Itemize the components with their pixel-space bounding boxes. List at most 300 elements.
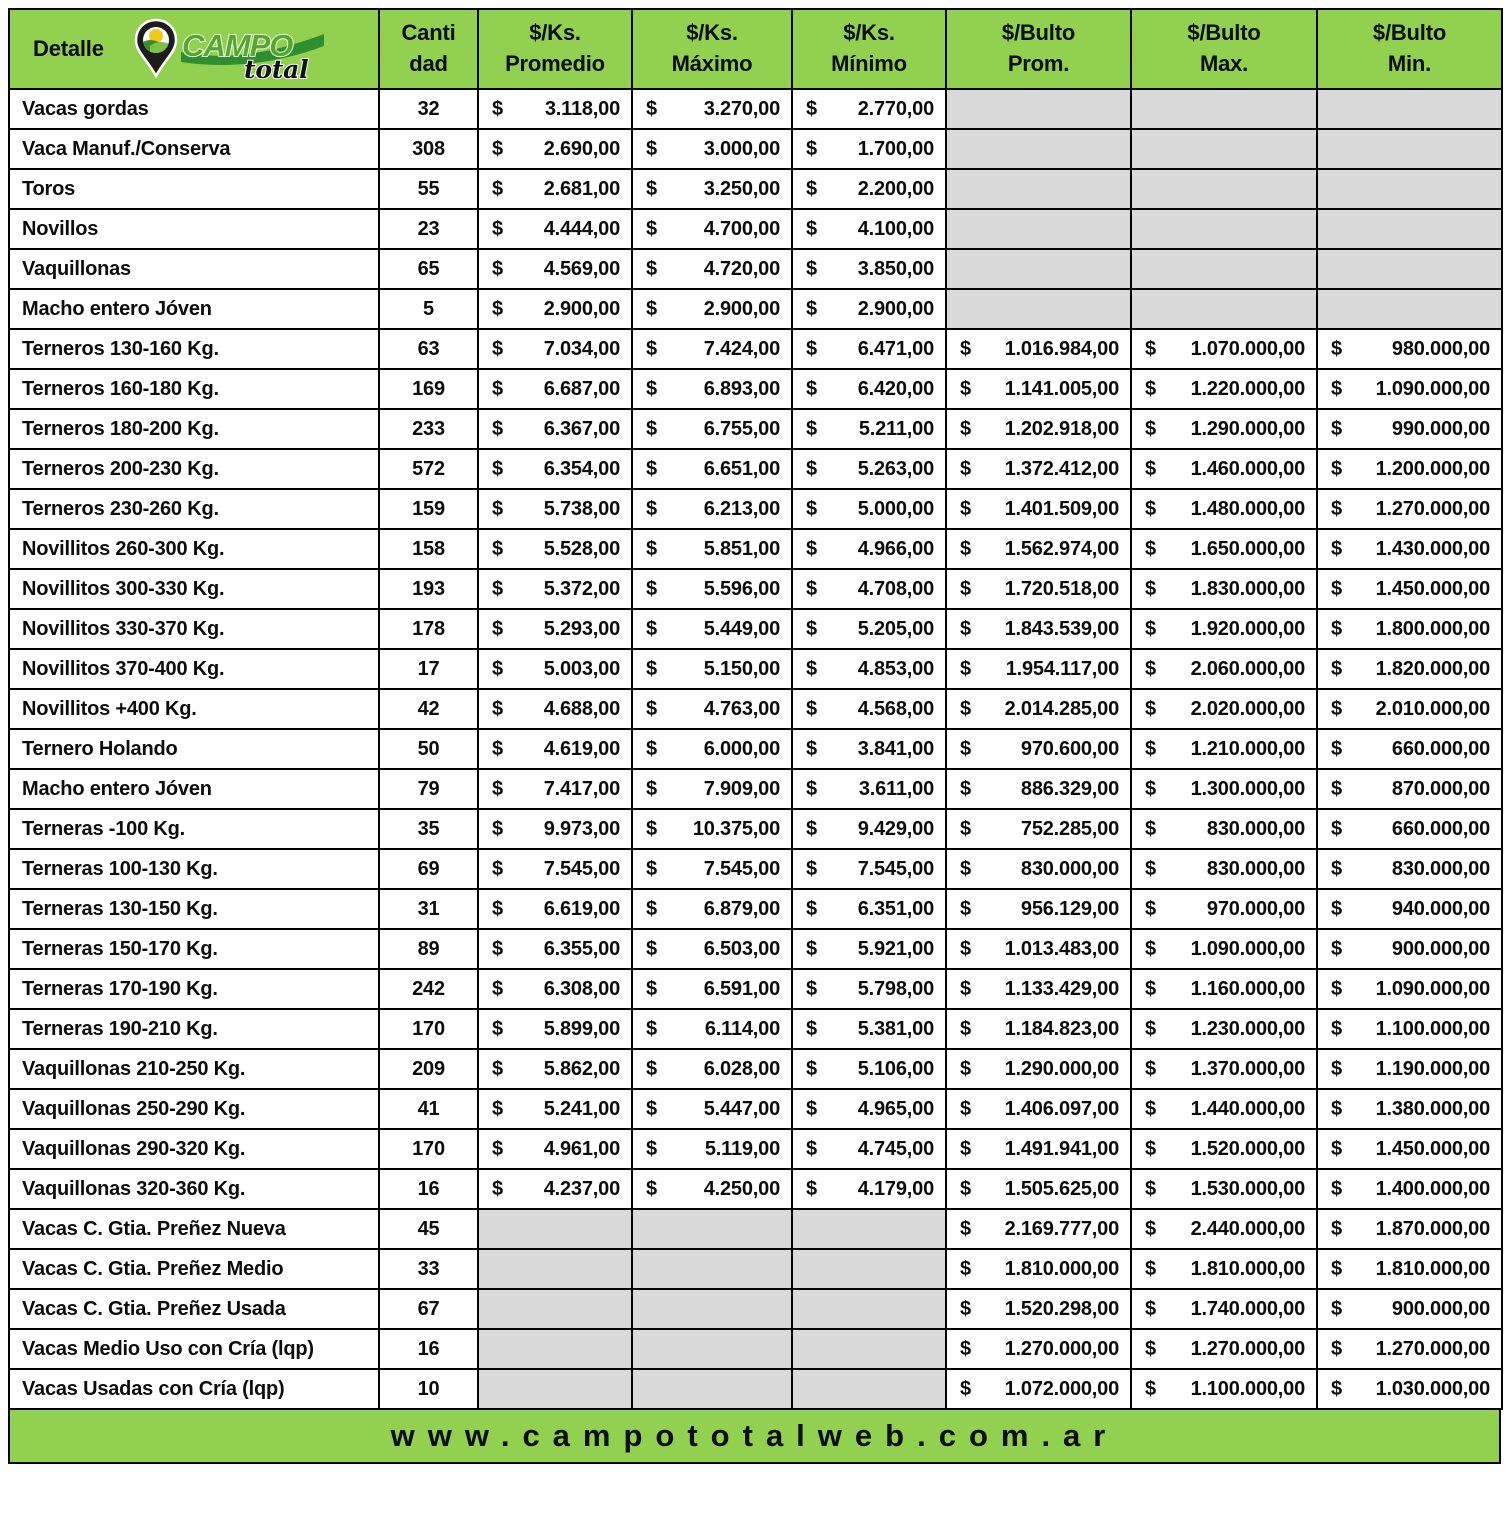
price-value: 1.380.000,00 [1375, 1097, 1490, 1120]
price-value: 1.072.000,00 [1004, 1377, 1119, 1400]
bulto-min-cell [1317, 1169, 1502, 1209]
price-value: 1.090.000,00 [1375, 977, 1490, 1000]
currency-symbol: $ [646, 137, 657, 160]
row-quantity: 55 [379, 169, 478, 209]
ks-max-cell [632, 169, 792, 209]
table-row [9, 89, 1502, 129]
row-quantity: 193 [379, 569, 478, 609]
ks-min-cell [792, 929, 946, 969]
price-value: 7.545,00 [857, 857, 934, 880]
row-label: Vaquillonas 250-290 Kg. [9, 1089, 379, 1129]
price-value: 4.853,00 [857, 657, 934, 680]
row-label: Vaquillonas 320-360 Kg. [9, 1169, 379, 1209]
bulto-prom-cell [946, 1289, 1131, 1329]
table-row [9, 1289, 1502, 1329]
currency-symbol: $ [1145, 897, 1156, 920]
ks-prom-cell [478, 889, 632, 929]
logo-word-total: total [243, 55, 309, 82]
bulto-min-cell [1317, 929, 1502, 969]
row-quantity: 159 [379, 489, 478, 529]
price-value: 5.293,00 [543, 617, 620, 640]
price-value: 3.270,00 [703, 97, 780, 120]
empty-cell [478, 1329, 632, 1369]
empty-cell [1317, 249, 1502, 289]
currency-symbol: $ [1145, 1177, 1156, 1200]
price-value: 2.200,00 [857, 177, 934, 200]
table-row [9, 769, 1502, 809]
price-value: 2.900,00 [857, 297, 934, 320]
price-value: 5.447,00 [703, 1097, 780, 1120]
price-value: 6.503,00 [703, 937, 780, 960]
row-label: Macho entero Jóven [9, 289, 379, 329]
currency-symbol: $ [1145, 697, 1156, 720]
bulto-min-cell [1317, 1369, 1502, 1409]
price-value: 2.770,00 [857, 97, 934, 120]
website-banner [8, 1408, 1501, 1464]
currency-symbol: $ [1331, 1257, 1342, 1280]
price-value: 6.619,00 [543, 897, 620, 920]
ks-prom-cell [478, 929, 632, 969]
row-label: Macho entero Jóven [9, 769, 379, 809]
empty-cell [1317, 129, 1502, 169]
currency-symbol: $ [806, 177, 817, 200]
bulto-min-cell [1317, 689, 1502, 729]
price-value: 1.300.000,00 [1190, 777, 1305, 800]
price-value: 1.440.000,00 [1190, 1097, 1305, 1120]
ks-min-cell [792, 89, 946, 129]
currency-symbol: $ [1331, 737, 1342, 760]
empty-cell [792, 1329, 946, 1369]
currency-symbol: $ [1331, 897, 1342, 920]
empty-cell [1317, 289, 1502, 329]
row-quantity: 242 [379, 969, 478, 1009]
price-value: 1.270.000,00 [1190, 1337, 1305, 1360]
bulto-max-cell [1131, 609, 1317, 649]
column-header-bulto-max: $/Bulto Max. [1131, 9, 1317, 89]
price-value: 1.100.000,00 [1190, 1377, 1305, 1400]
price-value: 9.429,00 [857, 817, 934, 840]
price-value: 5.899,00 [543, 1017, 620, 1040]
price-value: 990.000,00 [1391, 417, 1490, 440]
ks-min-cell [792, 609, 946, 649]
currency-symbol: $ [960, 497, 971, 520]
row-quantity: 158 [379, 529, 478, 569]
currency-symbol: $ [1145, 1217, 1156, 1240]
ks-max-cell [632, 889, 792, 929]
currency-symbol: $ [1145, 777, 1156, 800]
row-label: Vacas C. Gtia. Preñez Medio [9, 1249, 379, 1289]
currency-symbol: $ [806, 457, 817, 480]
row-label: Vacas C. Gtia. Preñez Usada [9, 1289, 379, 1329]
price-value: 1.520.000,00 [1190, 1137, 1305, 1160]
currency-symbol: $ [960, 377, 971, 400]
currency-symbol: $ [1331, 377, 1342, 400]
currency-symbol: $ [492, 1057, 503, 1080]
price-value: 3.850,00 [857, 257, 934, 280]
currency-symbol: $ [1331, 777, 1342, 800]
currency-symbol: $ [646, 617, 657, 640]
price-value: 752.285,00 [1020, 817, 1119, 840]
table-header [9, 9, 1502, 89]
price-value: 4.961,00 [543, 1137, 620, 1160]
price-value: 4.179,00 [857, 1177, 934, 1200]
row-label: Vaquillonas 210-250 Kg. [9, 1049, 379, 1089]
row-label: Novillitos 370-400 Kg. [9, 649, 379, 689]
bulto-prom-cell [946, 689, 1131, 729]
ks-prom-cell [478, 849, 632, 889]
table-row [9, 209, 1502, 249]
ks-min-cell [792, 1049, 946, 1089]
currency-symbol: $ [960, 617, 971, 640]
bulto-min-cell [1317, 1289, 1502, 1329]
currency-symbol: $ [806, 1137, 817, 1160]
currency-symbol: $ [806, 817, 817, 840]
currency-symbol: $ [806, 777, 817, 800]
price-value: 5.921,00 [857, 937, 934, 960]
price-value: 5.119,00 [704, 1137, 780, 1160]
price-value: 4.966,00 [857, 537, 934, 560]
ks-min-cell [792, 569, 946, 609]
bulto-prom-cell [946, 1169, 1131, 1209]
ks-prom-cell [478, 409, 632, 449]
currency-symbol: $ [492, 617, 503, 640]
currency-symbol: $ [1331, 1177, 1342, 1200]
bulto-prom-cell [946, 1089, 1131, 1129]
table-row [9, 1329, 1502, 1369]
row-quantity: 170 [379, 1129, 478, 1169]
row-label: Novillos [9, 209, 379, 249]
row-quantity: 50 [379, 729, 478, 769]
column-header-ks-minimo: $/Ks. Mínimo [792, 9, 946, 89]
currency-symbol: $ [960, 1017, 971, 1040]
empty-cell [946, 129, 1131, 169]
table-row [9, 889, 1502, 929]
price-value: 5.596,00 [703, 577, 780, 600]
currency-symbol: $ [492, 657, 503, 680]
bulto-max-cell [1131, 1129, 1317, 1169]
currency-symbol: $ [960, 937, 971, 960]
ks-min-cell [792, 409, 946, 449]
table-row [9, 1089, 1502, 1129]
price-value: 1.406.097,00 [1004, 1097, 1119, 1120]
currency-symbol: $ [1331, 457, 1342, 480]
price-value: 7.417,00 [543, 777, 620, 800]
price-value: 6.879,00 [703, 897, 780, 920]
ks-prom-cell [478, 289, 632, 329]
currency-symbol: $ [1145, 537, 1156, 560]
row-quantity: 169 [379, 369, 478, 409]
price-value: 1.480.000,00 [1190, 497, 1305, 520]
ks-max-cell [632, 89, 792, 129]
bulto-min-cell [1317, 1329, 1502, 1369]
price-value: 1.090.000,00 [1190, 937, 1305, 960]
currency-symbol: $ [806, 937, 817, 960]
table-row [9, 849, 1502, 889]
price-value: 2.020.000,00 [1190, 697, 1305, 720]
empty-cell [1317, 89, 1502, 129]
table-row [9, 649, 1502, 689]
currency-symbol: $ [492, 817, 503, 840]
price-value: 1.141.005,00 [1004, 377, 1119, 400]
price-value: 5.381,00 [857, 1017, 934, 1040]
price-value: 1.650.000,00 [1190, 537, 1305, 560]
currency-symbol: $ [492, 577, 503, 600]
currency-symbol: $ [806, 297, 817, 320]
price-value: 5.205,00 [857, 617, 934, 640]
row-label: Novillitos 260-300 Kg. [9, 529, 379, 569]
ks-max-cell [632, 729, 792, 769]
price-value: 1.450.000,00 [1375, 577, 1490, 600]
price-value: 1.505.625,00 [1004, 1177, 1119, 1200]
currency-symbol: $ [960, 817, 971, 840]
price-value: 1.133.429,00 [1004, 977, 1119, 1000]
bulto-prom-cell [946, 1329, 1131, 1369]
column-header-bulto-min: $/Bulto Min. [1317, 9, 1502, 89]
price-value: 1.290.000,00 [1190, 417, 1305, 440]
price-value: 940.000,00 [1391, 897, 1490, 920]
price-value: 5.449,00 [703, 617, 780, 640]
bulto-max-cell [1131, 929, 1317, 969]
table-row [9, 969, 1502, 1009]
currency-symbol: $ [806, 897, 817, 920]
row-label: Terneras 100-130 Kg. [9, 849, 379, 889]
price-value: 1.830.000,00 [1190, 577, 1305, 600]
currency-symbol: $ [1331, 337, 1342, 360]
currency-symbol: $ [492, 897, 503, 920]
bulto-min-cell [1317, 889, 1502, 929]
price-value: 1.810.000,00 [1004, 1257, 1119, 1280]
empty-cell [792, 1209, 946, 1249]
row-quantity: 69 [379, 849, 478, 889]
ks-min-cell [792, 529, 946, 569]
currency-symbol: $ [646, 1057, 657, 1080]
bulto-min-cell [1317, 449, 1502, 489]
price-value: 5.106,00 [857, 1057, 934, 1080]
table-row [9, 369, 1502, 409]
currency-symbol: $ [1145, 457, 1156, 480]
currency-symbol: $ [806, 657, 817, 680]
price-value: 6.471,00 [857, 337, 934, 360]
currency-symbol: $ [1145, 417, 1156, 440]
bulto-max-cell [1131, 1249, 1317, 1289]
bulto-prom-cell [946, 609, 1131, 649]
currency-symbol: $ [492, 1017, 503, 1040]
ks-max-cell [632, 129, 792, 169]
bulto-max-cell [1131, 1089, 1317, 1129]
row-label: Terneras 190-210 Kg. [9, 1009, 379, 1049]
price-value: 1.270.000,00 [1375, 497, 1490, 520]
price-value: 7.545,00 [543, 857, 620, 880]
price-value: 6.354,00 [543, 457, 620, 480]
price-value: 4.568,00 [857, 697, 934, 720]
currency-symbol: $ [1145, 617, 1156, 640]
row-quantity: 65 [379, 249, 478, 289]
bulto-min-cell [1317, 529, 1502, 569]
price-value: 6.213,00 [703, 497, 780, 520]
price-value: 4.708,00 [857, 577, 934, 600]
empty-cell [946, 289, 1131, 329]
table-row [9, 569, 1502, 609]
ks-prom-cell [478, 1049, 632, 1089]
row-label: Terneros 130-160 Kg. [9, 329, 379, 369]
price-value: 6.651,00 [703, 457, 780, 480]
price-value: 4.444,00 [543, 217, 620, 240]
table-row [9, 1209, 1502, 1249]
price-value: 4.745,00 [857, 1137, 934, 1160]
currency-symbol: $ [960, 1137, 971, 1160]
currency-symbol: $ [1331, 1377, 1342, 1400]
ks-prom-cell [478, 769, 632, 809]
price-value: 7.034,00 [543, 337, 620, 360]
ks-max-cell [632, 1089, 792, 1129]
currency-symbol: $ [960, 337, 971, 360]
bulto-max-cell [1131, 1049, 1317, 1089]
price-value: 1.070.000,00 [1190, 337, 1305, 360]
price-value: 4.237,00 [543, 1177, 620, 1200]
price-value: 1.810.000,00 [1190, 1257, 1305, 1280]
currency-symbol: $ [646, 737, 657, 760]
currency-symbol: $ [492, 457, 503, 480]
price-value: 970.000,00 [1206, 897, 1305, 920]
currency-symbol: $ [806, 737, 817, 760]
currency-symbol: $ [646, 657, 657, 680]
row-quantity: 67 [379, 1289, 478, 1329]
price-value: 6.000,00 [703, 737, 780, 760]
currency-symbol: $ [492, 1097, 503, 1120]
currency-symbol: $ [646, 577, 657, 600]
currency-symbol: $ [646, 177, 657, 200]
currency-symbol: $ [492, 937, 503, 960]
ks-prom-cell [478, 969, 632, 1009]
ks-prom-cell [478, 569, 632, 609]
table-row [9, 1009, 1502, 1049]
row-quantity: 32 [379, 89, 478, 129]
row-label: Terneras -100 Kg. [9, 809, 379, 849]
currency-symbol: $ [646, 297, 657, 320]
currency-symbol: $ [646, 897, 657, 920]
ks-prom-cell [478, 1089, 632, 1129]
row-quantity: 42 [379, 689, 478, 729]
ks-min-cell [792, 289, 946, 329]
table-row [9, 929, 1502, 969]
price-value: 5.798,00 [857, 977, 934, 1000]
table-row [9, 729, 1502, 769]
price-value: 1.400.000,00 [1375, 1177, 1490, 1200]
currency-symbol: $ [1145, 817, 1156, 840]
currency-symbol: $ [1145, 577, 1156, 600]
price-value: 1.820.000,00 [1375, 657, 1490, 680]
price-value: 2.010.000,00 [1375, 697, 1490, 720]
column-header-bulto-prom: $/Bulto Prom. [946, 9, 1131, 89]
empty-cell [946, 209, 1131, 249]
currency-symbol: $ [1331, 417, 1342, 440]
currency-symbol: $ [1145, 377, 1156, 400]
price-value: 2.169.777,00 [1004, 1217, 1119, 1240]
currency-symbol: $ [492, 697, 503, 720]
currency-symbol: $ [806, 257, 817, 280]
ks-prom-cell [478, 329, 632, 369]
currency-symbol: $ [960, 1177, 971, 1200]
currency-symbol: $ [1145, 1097, 1156, 1120]
price-value: 6.308,00 [543, 977, 620, 1000]
currency-symbol: $ [646, 1097, 657, 1120]
ks-prom-cell [478, 489, 632, 529]
ks-prom-cell [478, 89, 632, 129]
price-value: 6.420,00 [857, 377, 934, 400]
ks-max-cell [632, 289, 792, 329]
currency-symbol: $ [1331, 1217, 1342, 1240]
empty-cell [632, 1289, 792, 1329]
ks-min-cell [792, 1129, 946, 1169]
table-row [9, 689, 1502, 729]
currency-symbol: $ [1145, 1137, 1156, 1160]
price-value: 1.030.000,00 [1375, 1377, 1490, 1400]
table-row [9, 1369, 1502, 1409]
bulto-max-cell [1131, 489, 1317, 529]
currency-symbol: $ [806, 97, 817, 120]
empty-cell [478, 1209, 632, 1249]
row-quantity: 45 [379, 1209, 478, 1249]
currency-symbol: $ [492, 377, 503, 400]
bulto-max-cell [1131, 449, 1317, 489]
currency-symbol: $ [806, 377, 817, 400]
website-url[interactable]: www.campototalweb.com.ar [390, 1418, 1119, 1453]
row-label: Terneros 230-260 Kg. [9, 489, 379, 529]
ks-min-cell [792, 209, 946, 249]
currency-symbol: $ [1331, 857, 1342, 880]
price-value: 3.841,00 [857, 737, 934, 760]
column-header-detalle [9, 9, 379, 89]
ks-prom-cell [478, 169, 632, 209]
price-value: 6.114,00 [704, 1017, 780, 1040]
price-value: 1.372.412,00 [1004, 457, 1119, 480]
currency-symbol: $ [1145, 977, 1156, 1000]
table-row [9, 1169, 1502, 1209]
price-value: 1.700,00 [857, 137, 934, 160]
empty-cell [946, 249, 1131, 289]
currency-symbol: $ [646, 777, 657, 800]
currency-symbol: $ [492, 1177, 503, 1200]
price-value: 956.129,00 [1020, 897, 1119, 920]
ks-min-cell [792, 1089, 946, 1129]
row-label: Toros [9, 169, 379, 209]
bulto-max-cell [1131, 329, 1317, 369]
currency-symbol: $ [492, 537, 503, 560]
currency-symbol: $ [492, 257, 503, 280]
currency-symbol: $ [806, 337, 817, 360]
empty-cell [792, 1369, 946, 1409]
currency-symbol: $ [492, 337, 503, 360]
price-value: 5.000,00 [857, 497, 934, 520]
price-value: 4.720,00 [703, 257, 780, 280]
price-value: 1.562.974,00 [1004, 537, 1119, 560]
row-quantity: 33 [379, 1249, 478, 1289]
ks-max-cell [632, 329, 792, 369]
price-value: 3.250,00 [703, 177, 780, 200]
bulto-max-cell [1131, 569, 1317, 609]
price-value: 1.210.000,00 [1190, 737, 1305, 760]
price-value: 1.740.000,00 [1190, 1297, 1305, 1320]
table-row [9, 529, 1502, 569]
table-row [9, 1129, 1502, 1169]
bulto-max-cell [1131, 889, 1317, 929]
ks-prom-cell [478, 1169, 632, 1209]
bulto-min-cell [1317, 329, 1502, 369]
price-value: 900.000,00 [1391, 1297, 1490, 1320]
currency-symbol: $ [646, 217, 657, 240]
currency-symbol: $ [646, 857, 657, 880]
bulto-prom-cell [946, 649, 1131, 689]
